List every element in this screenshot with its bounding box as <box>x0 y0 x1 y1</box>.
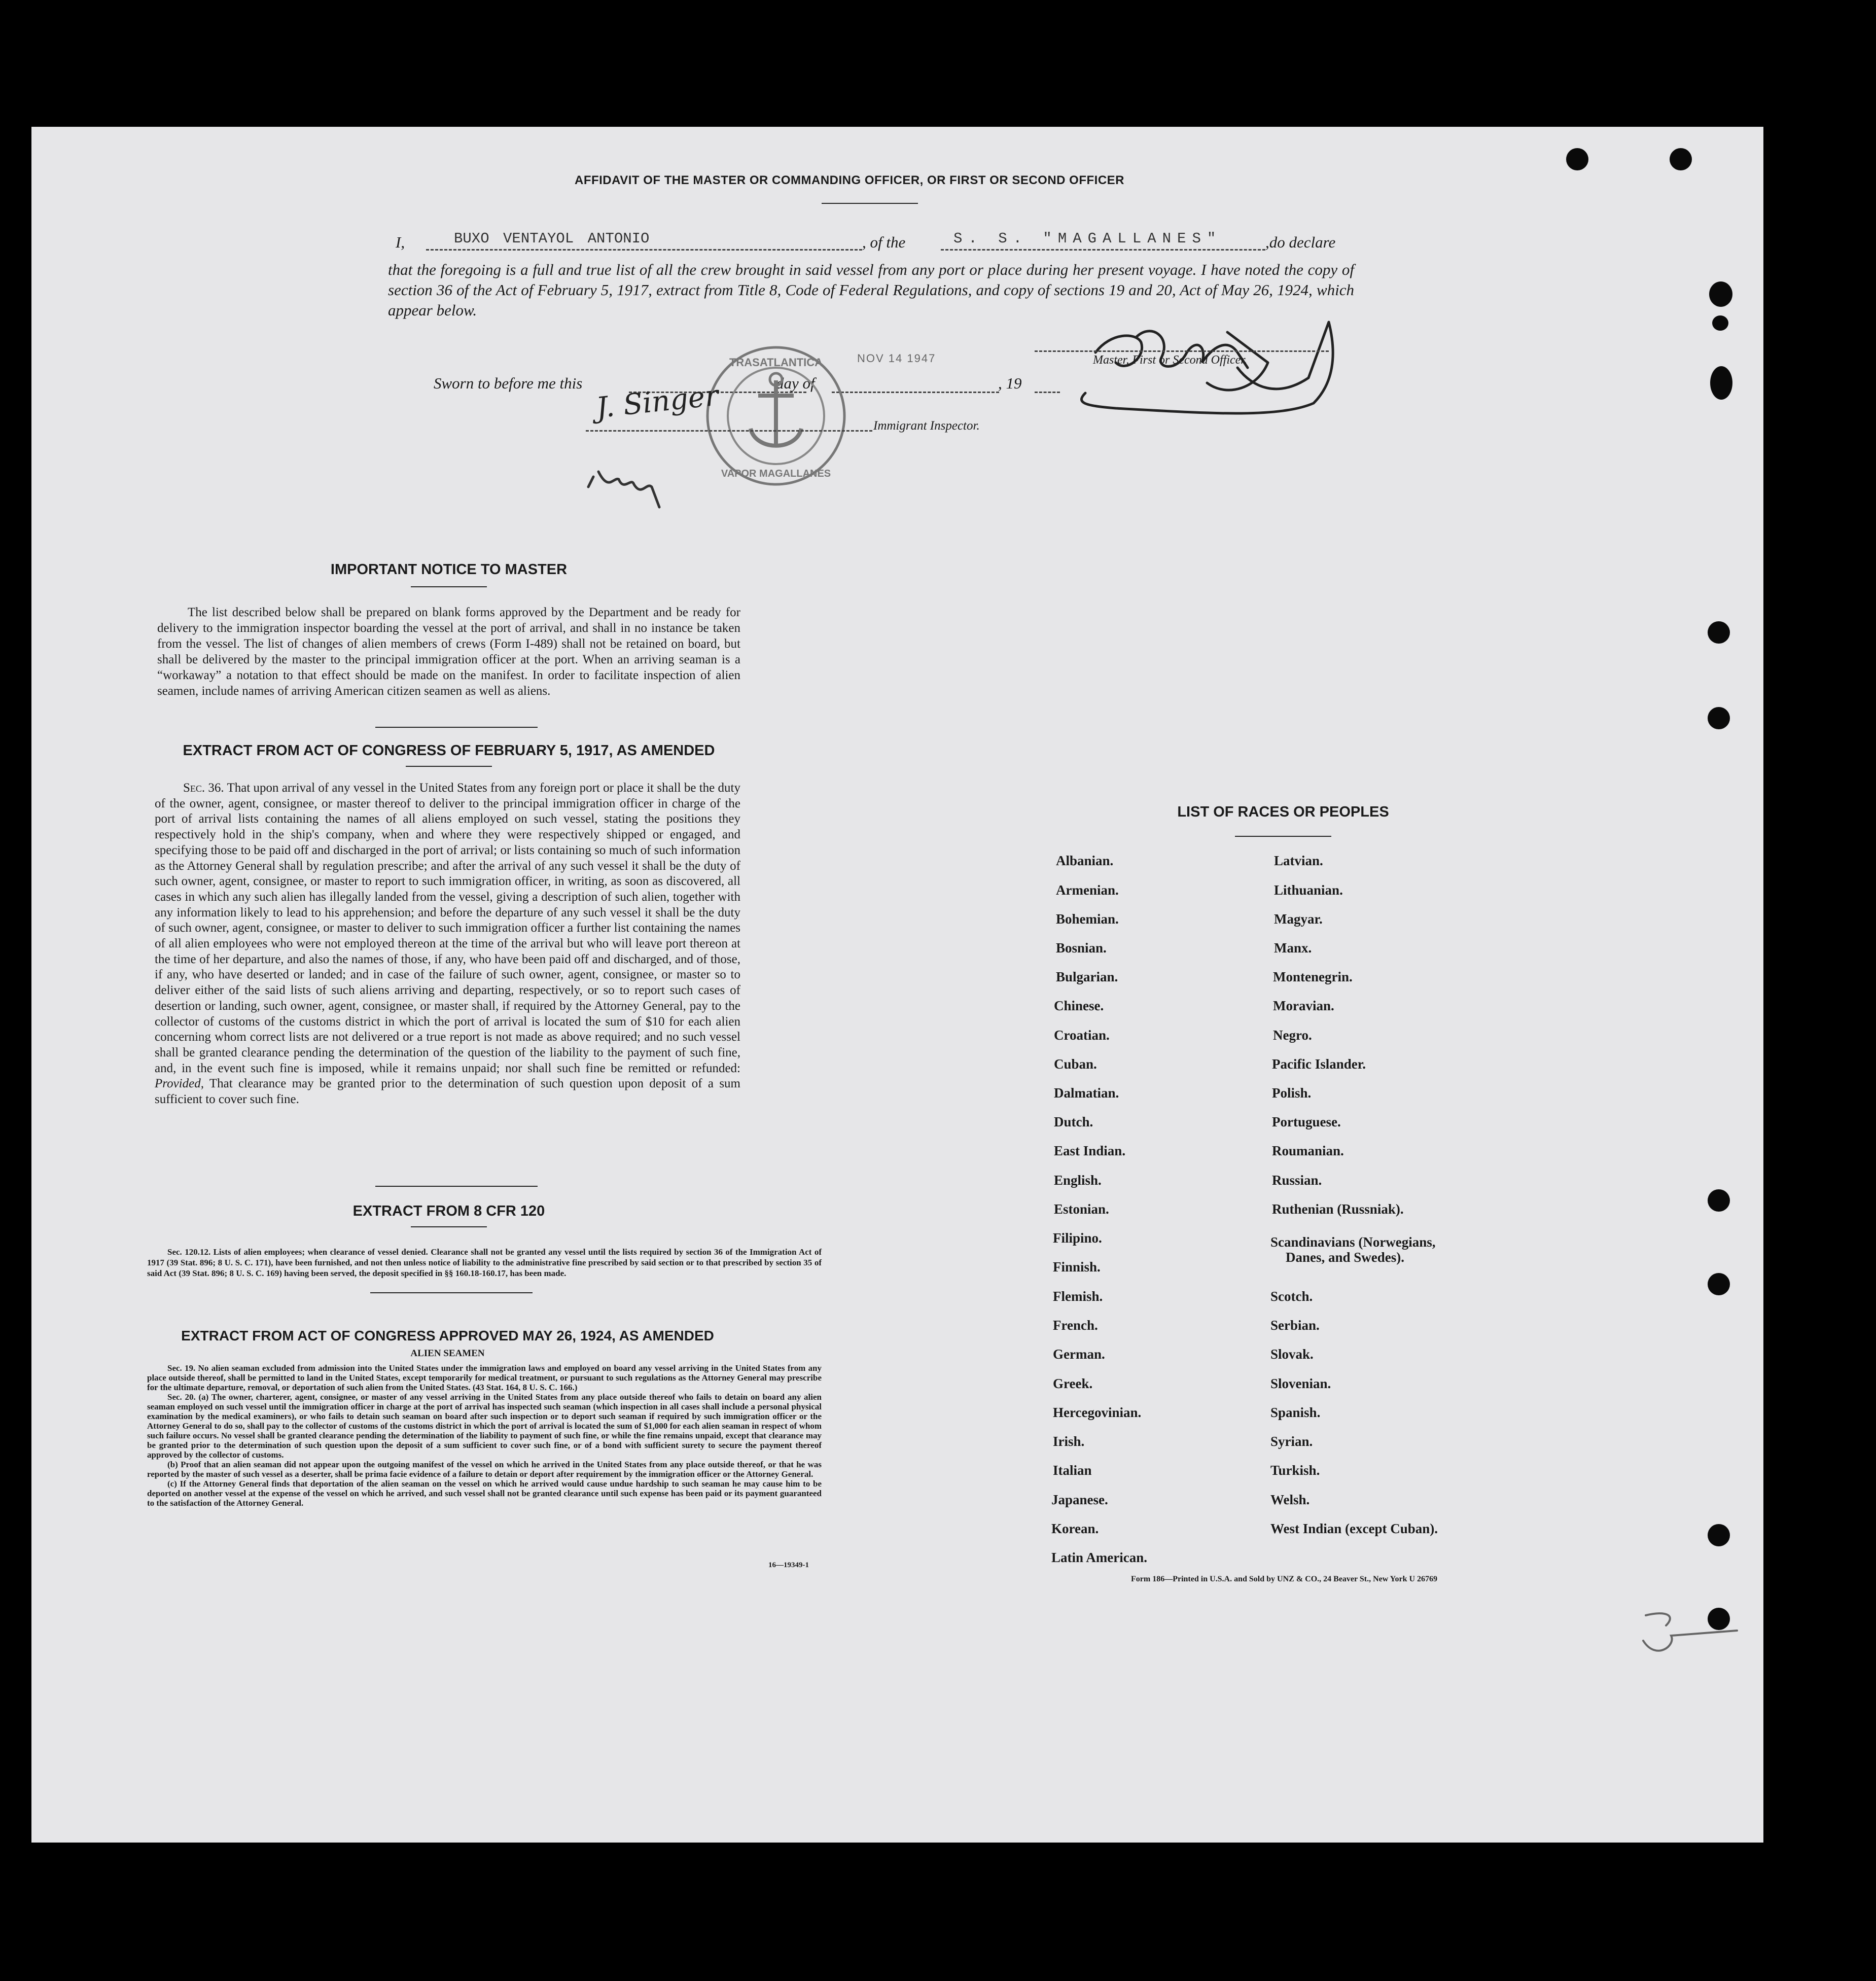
race-item: Slovenian. <box>1270 1376 1331 1391</box>
race-item: Hercegovinian. <box>1053 1405 1142 1420</box>
race-item: Negro. <box>1273 1028 1312 1043</box>
race-item: Turkish. <box>1270 1463 1320 1478</box>
i-label: I, <box>396 233 405 251</box>
extract-cfr-title: EXTRACT FROM 8 CFR 120 <box>352 1203 545 1219</box>
race-item: Welsh. <box>1270 1492 1310 1507</box>
race-item: Danes, and Swedes). <box>1286 1250 1405 1265</box>
race-item: Scandinavians (Norwegians, <box>1270 1234 1436 1250</box>
race-item: Korean. <box>1051 1521 1099 1536</box>
section-36-text: That upon arrival of any vessel in the United States from any foreign port or place it shall be the duty of the owner, agent, consignee, or master thereof to deliver to the principal immigration officer in charge of the port of arrival lists containing the names of all aliens employed on such vessel, stating the positions they respectively hold in the ship's company, when and where they were respectively shipped or engaged, and specifying those to be paid off and discharged in the port of arrival; or lists containing so much of such information as the Attorney General shall by regulation prescribe; and after the arrival of any such vessel it shall be the duty of such owner, agent, consignee, or master to report to such immigration officer, in writing, as soon as discovered, all cases in which any such alien has illegally landed from the vessel, giving a description of such alien, together with any information likely to lead to his apprehension; and before the departure of any such vessel it shall be the duty of such owner, agent, consignee, or master to deliver to such immigration officer a further list containing the names of all alien employees who were not employed thereon at the time of the arrival but who will leave port thereon at the time of her departure, and also the names of those, if any, who have been paid off and discharged, and of those, if any, who have deserted or landed; and in case of the failure of such owner, agent, consignee, or master so to deliver either of the said lists of such aliens arriving and departing, respectively, or so to report such cases of desertion or landing, such owner, agent, consignee, or master shall, if required by the Attorney General, pay to the collector of customs of the customs district in which the port of arrival is located the sum of $10 for each alien concerning whom correct lists are not delivered or a true report is not made as above required; and no such vessel shall be granted clearance pending the determination of the question of the liability to the payment of such fine, and, in the event such fine is imposed, while it remains unpaid; nor shall such fine be remitted or refunded: <box>155 781 740 1075</box>
date-stamp: NOV 14 1947 <box>857 352 936 365</box>
race-item: Bosnian. <box>1056 940 1107 956</box>
extract-1924-title: EXTRACT FROM ACT OF CONGRESS APPROVED MAY 26, 1924, AS AMENDED <box>181 1328 714 1343</box>
punch-hole <box>1708 707 1730 729</box>
extract-1917-underline <box>406 766 492 767</box>
race-item: Montenegrin. <box>1273 969 1353 984</box>
extract-cfr-body: Sec. 120.12. Lists of alien employees; when clearance of vessel denied. Clearance shall not be granted any vessel until the lists required by section 36 of the Immigration Act of 1917 (39 Stat. 896; 8 U. S. C. 171), have been furnished, and not then unless notice of liability to the administrative fine prescribed by said section or to that prescribed by section 35 of said Act (39 Stat. 896; 8 U. S. C. 169) having been served, the deposit specified in §§ 160.18-160.17, has been made. <box>147 1247 822 1278</box>
extract-1917-body <box>155 781 740 1108</box>
race-item: East Indian. <box>1054 1143 1126 1158</box>
sworn-year-line <box>1035 392 1060 393</box>
race-item: West Indian (except Cuban). <box>1270 1521 1438 1536</box>
seal-text-top: TRASATLANTICA <box>729 356 823 369</box>
race-item: Moravian. <box>1273 998 1334 1013</box>
provided-label: Provided, <box>155 1077 204 1091</box>
race-item: French. <box>1053 1318 1098 1333</box>
race-item: Cuban. <box>1054 1056 1097 1072</box>
race-item: Japanese. <box>1051 1492 1108 1507</box>
sworn-label: Sworn to before me this <box>434 374 583 392</box>
race-item: Portuguese. <box>1272 1114 1341 1129</box>
race-item: Bulgarian. <box>1056 969 1118 984</box>
race-item: Russian. <box>1272 1173 1322 1188</box>
section-divider <box>370 1292 533 1293</box>
race-item: Chinese. <box>1054 998 1104 1013</box>
race-item: Serbian. <box>1270 1318 1320 1333</box>
race-item: Scotch. <box>1270 1289 1313 1304</box>
inspector-signature: J. Singer <box>594 379 720 425</box>
punch-hole <box>1708 621 1730 644</box>
notice-body: The list described below shall be prepared on blank forms approved by the Department and be ready for delivery to the immigration inspector boarding the vessel at the port of arrival, and shall in no instance be taken from the vessel. The list of changes of alien members of crews (Form I-489) shall not be retained on board, but shall be delivered by the master to the principal immigration officer at the port. When an arriving seaman is a “workaway” a notation to that effect should be made on the manifest. In order to facilitate inspection of alien seamen, include names of arriving American citizen seamen as well as aliens. <box>157 606 740 698</box>
name-dotted-line <box>426 249 862 251</box>
form-code: 16—19349-1 <box>768 1561 809 1569</box>
vessel-dotted-line <box>941 249 1265 251</box>
race-item: Dutch. <box>1054 1114 1093 1129</box>
section-36-text-end: That clearance may be granted prior to the determination of such question upon deposit of a sum sufficient to cover such fine. <box>155 1077 740 1107</box>
punch-hole <box>1712 315 1728 331</box>
extract-1917-title: EXTRACT FROM ACT OF CONGRESS OF FEBRUARY 5, 1917, AS AMENDED <box>183 742 715 759</box>
race-item: Filipino. <box>1053 1230 1102 1246</box>
race-item: Italian <box>1053 1463 1092 1478</box>
punch-hole <box>1566 148 1588 170</box>
race-item: English. <box>1054 1173 1102 1188</box>
inspector-signature-line <box>586 430 872 432</box>
affidavit-title: AFFIDAVIT OF THE MASTER OR COMMANDING OFFICER, OR FIRST OR SECOND OFFICER <box>574 173 1125 187</box>
sec-20b-text: (b) Proof that an alien seaman did not appear upon the outgoing manifest of the vessel on which he arrived in the United States from any place outside thereof, or that he was reported by the master of such vessel as a deserter, shall be prima facie evidence of a failure to detain or deport after requirement by the immigration officer or the Attorney General. <box>147 1460 822 1479</box>
race-item: Pacific Islander. <box>1272 1056 1366 1072</box>
day-label: day of <box>776 374 815 392</box>
notice-underline <box>411 586 487 587</box>
section-divider <box>375 727 538 728</box>
punch-hole <box>1709 281 1732 307</box>
race-item: Slovak. <box>1270 1347 1314 1362</box>
inspector-caption: Immigrant Inspector. <box>873 419 980 433</box>
race-item: Latvian. <box>1274 853 1323 868</box>
master-caption: Master, First or Second Officer. <box>1093 353 1247 367</box>
punch-hole <box>1708 1524 1730 1546</box>
sec-20a-text: Sec. 20. (a) The owner, charterer, agent, consignee, or master of any vessel arriving in the United States from any place outside thereof who fails to detain on board any alien seaman employed on such vessel until the immigration officer in charge at the port of arrival has inspected such seaman (which inspection in all cases shall include a personal physical examination by the medical examiners), or who fails to detain such seaman on board after such inspection or to deport such seaman if required by such immigration officer or the Attorney General to do so, shall pay to the collector of customs of the customs district in which the port of arrival is located the sum of $1,000 for each alien seaman in respect of whom such failure occurs. No vessel shall be granted clearance pending the determination of the liability to payment of such fine, or while the fine remains unpaid, except that clearance may be granted prior to the determination of such question upon the deposit of a sum sufficient to cover such fine, or of a bond with sufficient surety to secure the payment thereof approved by the collector of customs. <box>147 1392 822 1460</box>
section-divider <box>375 1186 538 1187</box>
year-label: , 19 <box>998 374 1022 392</box>
margin-pencil-mark <box>1636 1605 1747 1666</box>
race-item: Greek. <box>1053 1376 1093 1391</box>
race-item: Flemish. <box>1053 1289 1103 1304</box>
race-item: Dalmatian. <box>1054 1085 1119 1101</box>
initials-scribble <box>583 456 675 512</box>
race-item: Manx. <box>1274 940 1312 956</box>
races-underline <box>1235 836 1331 837</box>
race-item: Irish. <box>1053 1434 1085 1449</box>
seal-text-bottom: VAPOR MAGALLANES <box>721 468 831 479</box>
race-item: Latin American. <box>1051 1550 1147 1565</box>
race-item: German. <box>1053 1347 1105 1362</box>
punch-hole <box>1708 1273 1730 1295</box>
master-signature-line <box>1035 350 1329 352</box>
race-item: Estonian. <box>1054 1201 1109 1217</box>
race-item: Albanian. <box>1056 853 1114 868</box>
race-item: Bohemian. <box>1056 911 1119 927</box>
notice-title: IMPORTANT NOTICE TO MASTER <box>330 561 568 578</box>
race-item: Spanish. <box>1270 1405 1321 1420</box>
punch-hole <box>1710 366 1732 400</box>
printer-imprint: Form 186—Printed in U.S.A. and Sold by UNZ & CO., 24 Beaver St., New York U 26769 <box>1131 1575 1438 1583</box>
races-title: LIST OF RACES OR PEOPLES <box>1177 804 1389 820</box>
race-item: Ruthenian (Russniak). <box>1272 1201 1404 1217</box>
race-item: Magyar. <box>1274 911 1323 927</box>
declare-label: ,do declare <box>1265 233 1336 251</box>
ship-seal <box>700 340 852 492</box>
title-underline <box>822 203 918 204</box>
punch-hole <box>1670 148 1692 170</box>
race-item: Roumanian. <box>1272 1143 1344 1158</box>
vessel-name: S. S. "MAGALLANES" <box>953 230 1222 247</box>
race-item: Croatian. <box>1054 1028 1110 1043</box>
race-item: Armenian. <box>1056 882 1119 898</box>
sec-19-text: Sec. 19. No alien seaman excluded from admission into the United States under the immigration laws and employed on board any vessel arriving in the United States from any place outside thereof, shall be permitted to land in the United States, except temporarily for medical treatment, or pursuant to such regulations as the Attorney General may prescribe for the ultimate departure, removal, or deportation of such alien from the United States. (43 Stat. 164, 8 U. S. C. 166.) <box>147 1363 822 1392</box>
race-item: Polish. <box>1272 1085 1312 1101</box>
extract-cfr-underline <box>411 1226 487 1227</box>
race-item: Finnish. <box>1053 1259 1101 1275</box>
race-item: Lithuanian. <box>1274 882 1343 898</box>
punch-hole <box>1708 1189 1730 1212</box>
sworn-month-line <box>832 392 999 393</box>
extract-1924-body <box>147 1363 822 1508</box>
extract-1924-subtitle: ALIEN SEAMEN <box>410 1348 485 1359</box>
race-item: Syrian. <box>1270 1434 1313 1449</box>
sec-20c-text: (c) If the Attorney General finds that deportation of the alien seaman on the vessel on which he arrived would cause undue hardship to such seaman he may cause him to be deported on another vessel at the expense of the vessel on which he arrived, and such vessel shall not be granted clearance until such expense has been paid or its payment guaranteed to the satisfaction of the Attorney General. <box>147 1479 822 1508</box>
section-36-label: Sec. 36. <box>183 781 224 795</box>
affidavit-body: that the foregoing is a full and true list of all the crew brought in said vessel from any port or place during her present voyage. I have noted the copy of section 36 of the Act of February 5, 1917, extract from Title 8, Code of Federal Regulations, and copy of sections 19 and 20, Act of May 26, 1924, which appear below. <box>388 261 1354 319</box>
master-name: BUXO VENTAYOL ANTONIO <box>454 230 650 247</box>
of-the-label: , of the <box>862 233 906 251</box>
